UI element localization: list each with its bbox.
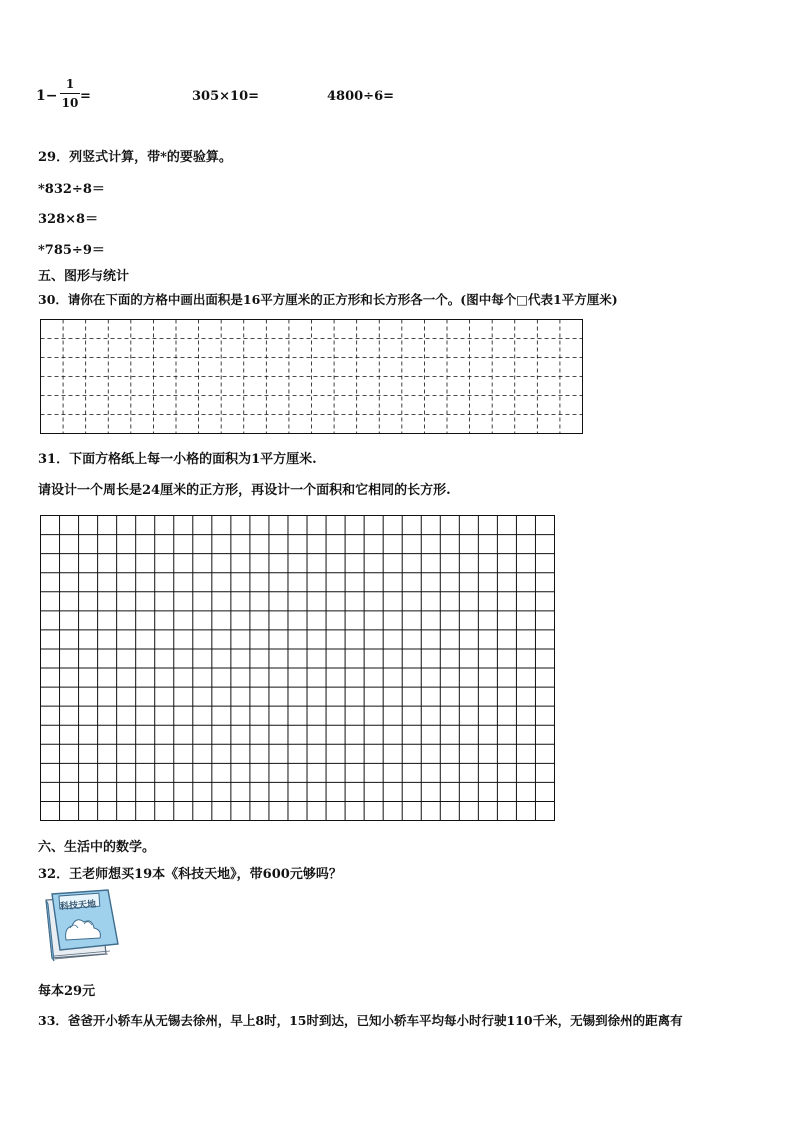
- q29-title: 29．列竖式计算，带*的要验算。: [38, 150, 232, 165]
- expr1-prefix: 1−: [36, 88, 58, 104]
- q31-subtitle: 请设计一个周长是24厘米的正方形，再设计一个面积和它相同的长方形.: [38, 483, 451, 498]
- fraction-numerator: 1: [65, 77, 75, 91]
- book-label: 科技天地: [59, 899, 97, 913]
- expr1-suffix: =: [80, 89, 91, 104]
- expr3: 4800÷6=: [327, 89, 395, 104]
- dashed-grid[interactable]: [40, 319, 583, 434]
- expr1-fraction: [60, 76, 80, 111]
- expr2: 305×10=: [192, 89, 260, 104]
- q31-title: 31．下面方格纸上每一小格的面积为1平方厘米.: [38, 452, 317, 467]
- square-grid[interactable]: [40, 515, 555, 821]
- q30-title: 30．请你在下面的方格中画出面积是16平方厘米的正方形和长方形各一个。(图中每个□代表1平方厘米): [38, 292, 618, 307]
- q29-item-1: *832÷8＝: [38, 182, 105, 197]
- q32-title: 32．王老师想买19本《科技天地》，带600元够吗？: [38, 867, 342, 882]
- q33-title: 33．爸爸开小轿车从无锡去徐州，早上8时，15时到达，已知小轿车平均每小时行驶110千米，无锡到徐州的距离有: [38, 1013, 683, 1028]
- q32-price: 每本29元: [38, 984, 96, 999]
- fraction-bar: [60, 93, 80, 94]
- section5-title: 五、图形与统计: [38, 269, 130, 284]
- section6-title: 六、生活中的数学。: [38, 840, 156, 855]
- q29-item-3: *785÷9＝: [38, 243, 105, 258]
- fraction-denominator: 10: [61, 96, 79, 110]
- q29-item-2: 328×8＝: [38, 212, 99, 227]
